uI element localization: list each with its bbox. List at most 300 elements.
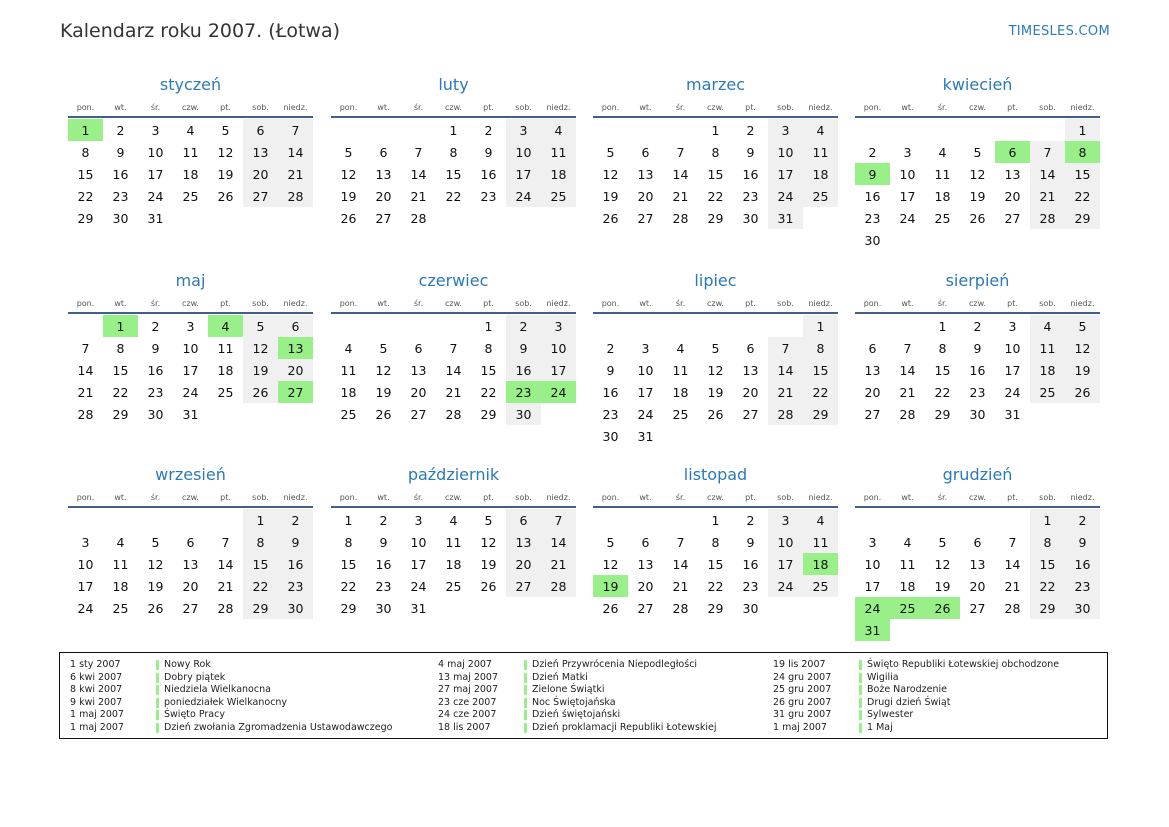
day-cell[interactable]: 29 (1030, 597, 1065, 619)
day-cell[interactable]: 8 (81, 144, 90, 160)
day-cell[interactable]: 7 (414, 144, 423, 160)
day-cell[interactable]: 21 (899, 384, 916, 400)
day-cell[interactable]: 20 (864, 384, 881, 400)
day-cell[interactable]: 27 (375, 210, 392, 226)
day-cell[interactable]: 11 (672, 362, 689, 378)
day-cell[interactable]: 13 (742, 362, 759, 378)
day-cell[interactable]: 21 (541, 553, 576, 575)
day-cell[interactable]: 16 (742, 556, 759, 572)
site-link[interactable]: TIMESLES.COM (1008, 24, 1110, 39)
day-cell[interactable]: 13 (1004, 166, 1021, 182)
day-cell[interactable]: 10 (182, 340, 199, 356)
day-cell[interactable]: 25 (217, 384, 234, 400)
day-cell[interactable]: 18 (445, 556, 462, 572)
day-cell[interactable]: 18 (182, 166, 199, 182)
day-cell[interactable]: 6 (973, 534, 982, 550)
day-cell[interactable]: 22 (934, 384, 951, 400)
day-cell[interactable]: 26 (602, 600, 619, 616)
day-cell[interactable]: 2 (151, 318, 160, 334)
day-cell[interactable]: 24 (410, 578, 427, 594)
day-cell[interactable]: 29 (707, 600, 724, 616)
day-cell[interactable]: 26 (707, 406, 724, 422)
day-cell[interactable]: 23 (480, 188, 497, 204)
day-cell[interactable]: 6 (186, 534, 195, 550)
day-cell[interactable]: 12 (480, 534, 497, 550)
day-cell[interactable]: 3 (541, 315, 576, 337)
day-cell[interactable]: 30 (375, 600, 392, 616)
day-cell[interactable]: 7 (768, 337, 803, 359)
day-cell[interactable]: 10 (77, 556, 94, 572)
day-cell[interactable]: 14 (278, 141, 313, 163)
day-cell[interactable]: 22 (1030, 575, 1065, 597)
day-cell[interactable]: 20 (243, 163, 278, 185)
day-cell[interactable]: 2 (116, 122, 125, 138)
day-cell[interactable]: 25 (890, 597, 925, 619)
day-cell[interactable]: 5 (151, 534, 160, 550)
day-cell[interactable]: 10 (1004, 340, 1021, 356)
day-cell[interactable]: 12 (602, 556, 619, 572)
day-cell[interactable]: 25 (112, 600, 129, 616)
day-cell[interactable]: 30 (602, 428, 619, 444)
day-cell[interactable]: 18 (803, 163, 838, 185)
day-cell[interactable]: 1 (938, 318, 947, 334)
day-cell[interactable]: 9 (746, 534, 755, 550)
day-cell[interactable]: 27 (1004, 210, 1021, 226)
day-cell[interactable]: 2 (1065, 509, 1100, 531)
day-cell[interactable]: 16 (1065, 553, 1100, 575)
day-cell[interactable]: 24 (147, 188, 164, 204)
day-cell[interactable]: 22 (243, 575, 278, 597)
day-cell[interactable]: 3 (641, 340, 650, 356)
day-cell[interactable]: 24 (768, 575, 803, 597)
day-cell[interactable]: 24 (77, 600, 94, 616)
day-cell[interactable]: 10 (899, 166, 916, 182)
day-cell[interactable]: 10 (541, 337, 576, 359)
day-cell[interactable]: 22 (707, 188, 724, 204)
day-cell[interactable]: 30 (147, 406, 164, 422)
day-cell[interactable]: 15 (803, 359, 838, 381)
day-cell[interactable]: 13 (506, 531, 541, 553)
day-cell[interactable]: 26 (217, 188, 234, 204)
day-cell[interactable]: 15 (340, 556, 357, 572)
day-cell[interactable]: 8 (449, 144, 458, 160)
day-cell[interactable]: 18 (340, 384, 357, 400)
day-cell[interactable]: 6 (506, 509, 541, 531)
day-cell[interactable]: 11 (445, 534, 462, 550)
day-cell[interactable]: 2 (973, 318, 982, 334)
day-cell[interactable]: 4 (938, 144, 947, 160)
day-cell[interactable]: 13 (864, 362, 881, 378)
day-cell[interactable]: 18 (899, 578, 916, 594)
day-cell[interactable]: 5 (973, 144, 982, 160)
day-cell[interactable]: 21 (77, 384, 94, 400)
day-cell[interactable]: 7 (449, 340, 458, 356)
day-cell[interactable]: 15 (480, 362, 497, 378)
day-cell[interactable]: 12 (602, 166, 619, 182)
day-cell[interactable]: 6 (868, 340, 877, 356)
day-cell[interactable]: 22 (445, 188, 462, 204)
day-cell[interactable]: 1 (344, 512, 353, 528)
day-cell[interactable]: 19 (707, 384, 724, 400)
day-cell[interactable]: 9 (606, 362, 615, 378)
day-cell[interactable]: 29 (340, 600, 357, 616)
day-cell[interactable]: 10 (864, 556, 881, 572)
day-cell[interactable]: 29 (480, 406, 497, 422)
day-cell[interactable]: 13 (182, 556, 199, 572)
day-cell[interactable]: 15 (445, 166, 462, 182)
day-cell[interactable]: 25 (934, 210, 951, 226)
day-cell[interactable]: 4 (803, 509, 838, 531)
day-cell[interactable]: 3 (1008, 318, 1017, 334)
day-cell[interactable]: 25 (541, 185, 576, 207)
day-cell[interactable]: 1 (711, 122, 720, 138)
day-cell[interactable]: 17 (541, 359, 576, 381)
day-cell[interactable]: 23 (506, 381, 541, 403)
day-cell[interactable]: 20 (278, 359, 313, 381)
day-cell[interactable]: 26 (925, 597, 960, 619)
day-cell[interactable]: 19 (602, 188, 619, 204)
day-cell[interactable]: 31 (855, 619, 890, 641)
day-cell[interactable]: 4 (449, 512, 458, 528)
day-cell[interactable]: 28 (541, 575, 576, 597)
day-cell[interactable]: 7 (81, 340, 90, 356)
day-cell[interactable]: 8 (116, 340, 125, 356)
day-cell[interactable]: 18 (672, 384, 689, 400)
day-cell[interactable]: 12 (375, 362, 392, 378)
day-cell[interactable]: 28 (410, 210, 427, 226)
day-cell[interactable]: 14 (1030, 163, 1065, 185)
day-cell[interactable]: 8 (243, 531, 278, 553)
day-cell[interactable]: 19 (340, 188, 357, 204)
day-cell[interactable]: 30 (969, 406, 986, 422)
day-cell[interactable]: 12 (969, 166, 986, 182)
day-cell[interactable]: 15 (243, 553, 278, 575)
day-cell[interactable]: 21 (445, 384, 462, 400)
day-cell[interactable]: 17 (768, 553, 803, 575)
day-cell[interactable]: 3 (768, 119, 803, 141)
day-cell[interactable]: 29 (934, 406, 951, 422)
day-cell[interactable]: 1 (1065, 119, 1100, 141)
day-cell[interactable]: 5 (221, 122, 230, 138)
day-cell[interactable]: 11 (182, 144, 199, 160)
day-cell[interactable]: 23 (1065, 575, 1100, 597)
day-cell[interactable]: 28 (77, 406, 94, 422)
day-cell[interactable]: 14 (768, 359, 803, 381)
day-cell[interactable]: 9 (506, 337, 541, 359)
day-cell[interactable]: 24 (182, 384, 199, 400)
day-cell[interactable]: 13 (969, 556, 986, 572)
day-cell[interactable]: 18 (217, 362, 234, 378)
day-cell[interactable]: 11 (803, 531, 838, 553)
day-cell[interactable]: 23 (864, 210, 881, 226)
day-cell[interactable]: 7 (1008, 534, 1017, 550)
day-cell[interactable]: 28 (278, 185, 313, 207)
day-cell[interactable]: 11 (1030, 337, 1065, 359)
day-cell[interactable]: 17 (899, 188, 916, 204)
day-cell[interactable]: 16 (147, 362, 164, 378)
day-cell[interactable]: 15 (1065, 163, 1100, 185)
day-cell[interactable]: 1 (803, 315, 838, 337)
day-cell[interactable]: 14 (217, 556, 234, 572)
day-cell[interactable]: 28 (672, 600, 689, 616)
day-cell[interactable]: 9 (278, 531, 313, 553)
day-cell[interactable]: 20 (742, 384, 759, 400)
day-cell[interactable]: 31 (182, 406, 199, 422)
day-cell[interactable]: 19 (480, 556, 497, 572)
day-cell[interactable]: 3 (868, 534, 877, 550)
day-cell[interactable]: 20 (637, 578, 654, 594)
day-cell[interactable]: 25 (340, 406, 357, 422)
day-cell[interactable]: 25 (803, 185, 838, 207)
day-cell[interactable]: 29 (803, 403, 838, 425)
day-cell[interactable]: 9 (973, 340, 982, 356)
day-cell[interactable]: 6 (414, 340, 423, 356)
day-cell[interactable]: 10 (410, 534, 427, 550)
day-cell[interactable]: 30 (278, 597, 313, 619)
day-cell[interactable]: 14 (1004, 556, 1021, 572)
day-cell[interactable]: 18 (934, 188, 951, 204)
day-cell[interactable]: 20 (375, 188, 392, 204)
day-cell[interactable]: 7 (541, 509, 576, 531)
day-cell[interactable]: 1 (103, 315, 138, 337)
day-cell[interactable]: 11 (899, 556, 916, 572)
day-cell[interactable]: 24 (855, 597, 890, 619)
day-cell[interactable]: 15 (707, 166, 724, 182)
day-cell[interactable]: 27 (969, 600, 986, 616)
day-cell[interactable]: 9 (484, 144, 493, 160)
day-cell[interactable]: 8 (711, 534, 720, 550)
day-cell[interactable]: 4 (208, 315, 243, 337)
day-cell[interactable]: 10 (768, 141, 803, 163)
day-cell[interactable]: 2 (484, 122, 493, 138)
day-cell[interactable]: 26 (147, 600, 164, 616)
day-cell[interactable]: 2 (606, 340, 615, 356)
day-cell[interactable]: 26 (340, 210, 357, 226)
day-cell[interactable]: 27 (742, 406, 759, 422)
day-cell[interactable]: 20 (969, 578, 986, 594)
day-cell[interactable]: 19 (147, 578, 164, 594)
day-cell[interactable]: 7 (1030, 141, 1065, 163)
day-cell[interactable]: 5 (938, 534, 947, 550)
day-cell[interactable]: 31 (768, 207, 803, 229)
day-cell[interactable]: 22 (803, 381, 838, 403)
day-cell[interactable]: 17 (768, 163, 803, 185)
day-cell[interactable]: 8 (938, 340, 947, 356)
day-cell[interactable]: 1 (243, 509, 278, 531)
day-cell[interactable]: 30 (1065, 597, 1100, 619)
day-cell[interactable]: 25 (182, 188, 199, 204)
day-cell[interactable]: 4 (1030, 315, 1065, 337)
day-cell[interactable]: 23 (969, 384, 986, 400)
day-cell[interactable]: 3 (506, 119, 541, 141)
day-cell[interactable]: 8 (344, 534, 353, 550)
day-cell[interactable]: 6 (379, 144, 388, 160)
day-cell[interactable]: 9 (379, 534, 388, 550)
day-cell[interactable]: 16 (375, 556, 392, 572)
day-cell[interactable]: 9 (116, 144, 125, 160)
day-cell[interactable]: 21 (672, 188, 689, 204)
day-cell[interactable]: 19 (217, 166, 234, 182)
day-cell[interactable]: 23 (742, 188, 759, 204)
day-cell[interactable]: 20 (182, 578, 199, 594)
day-cell[interactable]: 4 (344, 340, 353, 356)
day-cell[interactable]: 27 (637, 210, 654, 226)
day-cell[interactable]: 23 (602, 406, 619, 422)
day-cell[interactable]: 25 (445, 578, 462, 594)
day-cell[interactable]: 15 (707, 556, 724, 572)
day-cell[interactable]: 16 (742, 166, 759, 182)
day-cell[interactable]: 1 (449, 122, 458, 138)
day-cell[interactable]: 14 (77, 362, 94, 378)
day-cell[interactable]: 27 (864, 406, 881, 422)
day-cell[interactable]: 17 (147, 166, 164, 182)
day-cell[interactable]: 21 (1030, 185, 1065, 207)
day-cell[interactable]: 5 (484, 512, 493, 528)
day-cell[interactable]: 23 (278, 575, 313, 597)
day-cell[interactable]: 3 (414, 512, 423, 528)
day-cell[interactable]: 2 (379, 512, 388, 528)
day-cell[interactable]: 12 (707, 362, 724, 378)
day-cell[interactable]: 3 (768, 509, 803, 531)
day-cell[interactable]: 24 (637, 406, 654, 422)
day-cell[interactable]: 26 (243, 381, 278, 403)
day-cell[interactable]: 24 (1004, 384, 1021, 400)
day-cell[interactable]: 18 (803, 553, 838, 575)
day-cell[interactable]: 3 (81, 534, 90, 550)
day-cell[interactable]: 30 (112, 210, 129, 226)
day-cell[interactable]: 16 (602, 384, 619, 400)
day-cell[interactable]: 28 (899, 406, 916, 422)
day-cell[interactable]: 23 (112, 188, 129, 204)
day-cell[interactable]: 27 (506, 575, 541, 597)
day-cell[interactable]: 17 (77, 578, 94, 594)
day-cell[interactable]: 28 (217, 600, 234, 616)
day-cell[interactable]: 12 (934, 556, 951, 572)
day-cell[interactable]: 8 (1030, 531, 1065, 553)
day-cell[interactable]: 27 (637, 600, 654, 616)
day-cell[interactable]: 17 (1004, 362, 1021, 378)
day-cell[interactable]: 7 (676, 534, 685, 550)
day-cell[interactable]: 8 (484, 340, 493, 356)
day-cell[interactable]: 30 (742, 210, 759, 226)
day-cell[interactable]: 27 (410, 406, 427, 422)
day-cell[interactable]: 16 (864, 188, 881, 204)
day-cell[interactable]: 27 (182, 600, 199, 616)
day-cell[interactable]: 13 (637, 166, 654, 182)
day-cell[interactable]: 20 (1004, 188, 1021, 204)
day-cell[interactable]: 6 (641, 534, 650, 550)
day-cell[interactable]: 26 (375, 406, 392, 422)
day-cell[interactable]: 30 (864, 232, 881, 248)
day-cell[interactable]: 3 (151, 122, 160, 138)
day-cell[interactable]: 10 (637, 362, 654, 378)
day-cell[interactable]: 14 (672, 166, 689, 182)
day-cell[interactable]: 6 (243, 119, 278, 141)
day-cell[interactable]: 27 (278, 381, 313, 403)
day-cell[interactable]: 10 (768, 531, 803, 553)
day-cell[interactable]: 11 (217, 340, 234, 356)
day-cell[interactable]: 15 (112, 362, 129, 378)
day-cell[interactable]: 20 (637, 188, 654, 204)
day-cell[interactable]: 4 (903, 534, 912, 550)
day-cell[interactable]: 3 (186, 318, 195, 334)
day-cell[interactable]: 22 (1065, 185, 1100, 207)
day-cell[interactable]: 29 (243, 597, 278, 619)
day-cell[interactable]: 22 (480, 384, 497, 400)
day-cell[interactable]: 2 (278, 509, 313, 531)
day-cell[interactable]: 11 (112, 556, 129, 572)
day-cell[interactable]: 15 (1030, 553, 1065, 575)
day-cell[interactable]: 18 (1030, 359, 1065, 381)
day-cell[interactable]: 30 (742, 600, 759, 616)
day-cell[interactable]: 4 (541, 119, 576, 141)
day-cell[interactable]: 7 (221, 534, 230, 550)
day-cell[interactable]: 25 (672, 406, 689, 422)
day-cell[interactable]: 24 (768, 185, 803, 207)
day-cell[interactable]: 2 (506, 315, 541, 337)
day-cell[interactable]: 17 (410, 556, 427, 572)
day-cell[interactable]: 8 (1065, 141, 1100, 163)
day-cell[interactable]: 12 (147, 556, 164, 572)
day-cell[interactable]: 9 (1065, 531, 1100, 553)
day-cell[interactable]: 15 (77, 166, 94, 182)
day-cell[interactable]: 5 (344, 144, 353, 160)
day-cell[interactable]: 28 (1030, 207, 1065, 229)
day-cell[interactable]: 5 (606, 534, 615, 550)
day-cell[interactable]: 7 (278, 119, 313, 141)
day-cell[interactable]: 9 (151, 340, 160, 356)
day-cell[interactable]: 17 (506, 163, 541, 185)
day-cell[interactable]: 2 (746, 122, 755, 138)
day-cell[interactable]: 4 (803, 119, 838, 141)
day-cell[interactable]: 24 (541, 381, 576, 403)
day-cell[interactable]: 21 (1004, 578, 1021, 594)
day-cell[interactable]: 16 (112, 166, 129, 182)
day-cell[interactable]: 9 (855, 163, 890, 185)
day-cell[interactable]: 27 (243, 185, 278, 207)
day-cell[interactable]: 29 (112, 406, 129, 422)
day-cell[interactable]: 19 (375, 384, 392, 400)
day-cell[interactable]: 17 (637, 384, 654, 400)
day-cell[interactable]: 5 (379, 340, 388, 356)
day-cell[interactable]: 31 (637, 428, 654, 444)
day-cell[interactable]: 20 (506, 553, 541, 575)
day-cell[interactable]: 4 (116, 534, 125, 550)
day-cell[interactable]: 12 (243, 337, 278, 359)
day-cell[interactable]: 16 (506, 359, 541, 381)
day-cell[interactable]: 18 (541, 163, 576, 185)
day-cell[interactable]: 5 (243, 315, 278, 337)
day-cell[interactable]: 19 (934, 578, 951, 594)
day-cell[interactable]: 31 (1004, 406, 1021, 422)
day-cell[interactable]: 21 (410, 188, 427, 204)
day-cell[interactable]: 28 (672, 210, 689, 226)
day-cell[interactable]: 23 (742, 578, 759, 594)
day-cell[interactable]: 21 (768, 381, 803, 403)
day-cell[interactable]: 18 (112, 578, 129, 594)
day-cell[interactable]: 21 (672, 578, 689, 594)
day-cell[interactable]: 16 (969, 362, 986, 378)
day-cell[interactable]: 21 (217, 578, 234, 594)
day-cell[interactable]: 30 (506, 403, 541, 425)
day-cell[interactable]: 16 (278, 553, 313, 575)
day-cell[interactable]: 14 (410, 166, 427, 182)
day-cell[interactable]: 11 (541, 141, 576, 163)
day-cell[interactable]: 5 (1065, 315, 1100, 337)
day-cell[interactable]: 23 (147, 384, 164, 400)
day-cell[interactable]: 19 (1065, 359, 1100, 381)
day-cell[interactable]: 5 (711, 340, 720, 356)
